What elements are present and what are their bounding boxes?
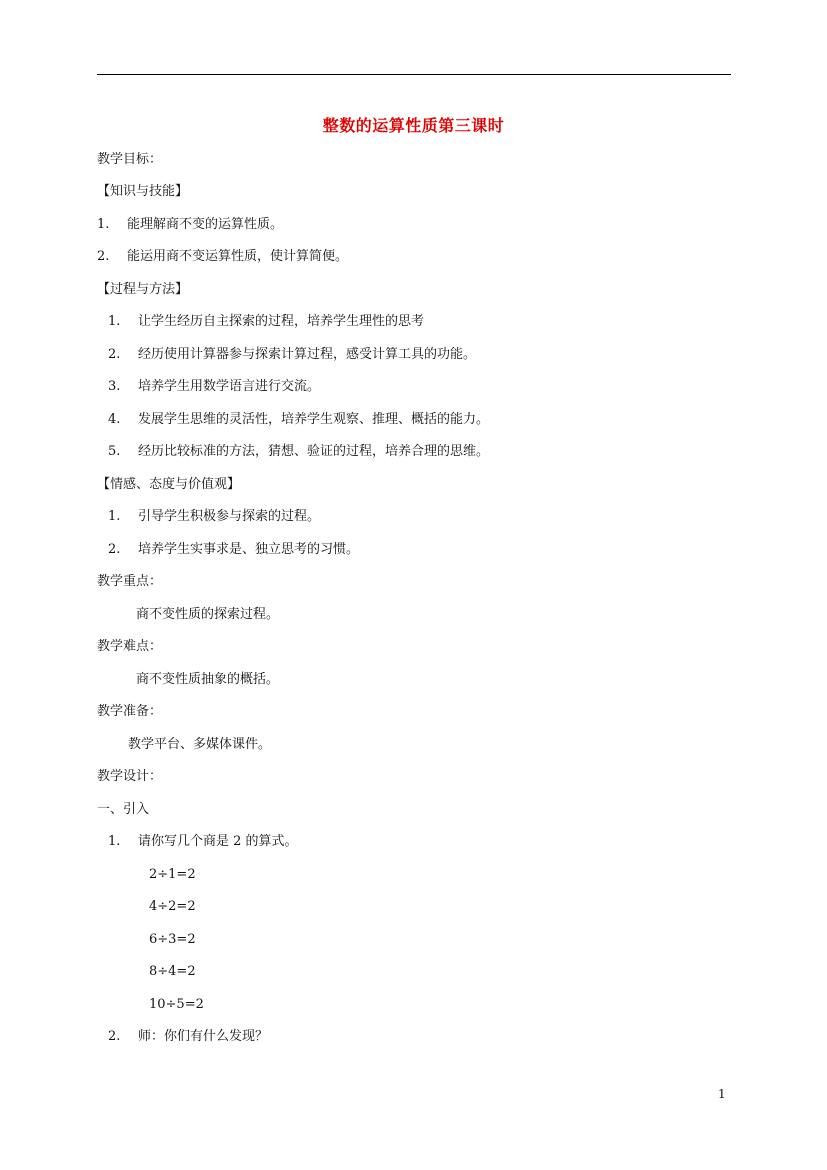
equation: 2÷1=2 <box>149 867 196 882</box>
preparation-text: 教学平台、多媒体课件。 <box>128 737 272 752</box>
difficulty-heading: 教学难点： <box>97 639 163 654</box>
list-item-number: 1. <box>108 834 121 849</box>
list-item-text: 引导学生积极参与探索的过程。 <box>138 509 321 524</box>
list-item <box>108 313 424 331</box>
process-heading: 【过程与方法】 <box>97 282 189 297</box>
difficulty-text: 商不变性质抽象的概括。 <box>136 672 280 687</box>
list-item <box>108 1028 268 1046</box>
list-item <box>108 833 298 851</box>
list-item-text: 培养学生实事求是、独立思考的习惯。 <box>138 542 360 557</box>
objectives-heading: 教学目标： <box>97 152 163 167</box>
list-item-number: 2. <box>108 1029 121 1044</box>
list-item <box>108 346 476 364</box>
list-item-text: 经历使用计算器参与探索计算过程，感受计算工具的功能。 <box>138 347 477 362</box>
list-item <box>108 443 489 461</box>
list-item <box>108 508 320 526</box>
list-item-text: 发展学生思维的灵活性，培养学生观察、推理、概括的能力。 <box>138 412 490 427</box>
page-number: 1 <box>718 1087 726 1101</box>
design-heading: 教学设计： <box>97 769 163 784</box>
list-item-text: 培养学生用数学语言进行交流。 <box>138 379 321 394</box>
list-item <box>108 541 359 559</box>
list-item-text: 经历比较标准的方法，猜想、验证的过程，培养合理的思维。 <box>138 444 490 459</box>
key-point-heading: 教学重点： <box>97 574 163 589</box>
list-item-text: 请你写几个商是 2 的算式。 <box>138 834 298 849</box>
equation: 10÷5=2 <box>149 997 204 1012</box>
list-item-number: 1. <box>97 217 110 232</box>
list-item <box>108 411 489 429</box>
equation: 6÷3=2 <box>149 932 196 947</box>
list-item-number: 5. <box>108 444 121 459</box>
list-item <box>97 216 283 234</box>
intro-heading: 一、引入 <box>97 802 150 817</box>
equation: 4÷2=2 <box>149 899 196 914</box>
header-rule <box>97 74 731 75</box>
list-item <box>108 378 320 396</box>
document-title: 整数的运算性质第三课时 <box>322 116 505 135</box>
list-item-number: 1. <box>108 314 121 329</box>
list-item-number: 4. <box>108 412 121 427</box>
list-item <box>97 248 348 266</box>
list-item-text: 师：你们有什么发现？ <box>138 1029 269 1044</box>
emotion-heading: 【情感、态度与价值观】 <box>97 477 241 492</box>
list-item-text: 能理解商不变的运算性质。 <box>127 217 284 232</box>
list-item-text: 能运用商不变运算性质，使计算简便。 <box>127 249 349 264</box>
knowledge-heading: 【知识与技能】 <box>97 184 189 199</box>
key-point-text: 商不变性质的探索过程。 <box>136 607 280 622</box>
equation: 8÷4=2 <box>149 964 196 979</box>
list-item-number: 1. <box>108 509 121 524</box>
preparation-heading: 教学准备： <box>97 704 163 719</box>
list-item-number: 3. <box>108 379 121 394</box>
list-item-number: 2. <box>97 249 110 264</box>
list-item-number: 2. <box>108 542 121 557</box>
list-item-number: 2. <box>108 347 121 362</box>
list-item-text: 让学生经历自主探索的过程，培养学生理性的思考 <box>138 314 425 329</box>
